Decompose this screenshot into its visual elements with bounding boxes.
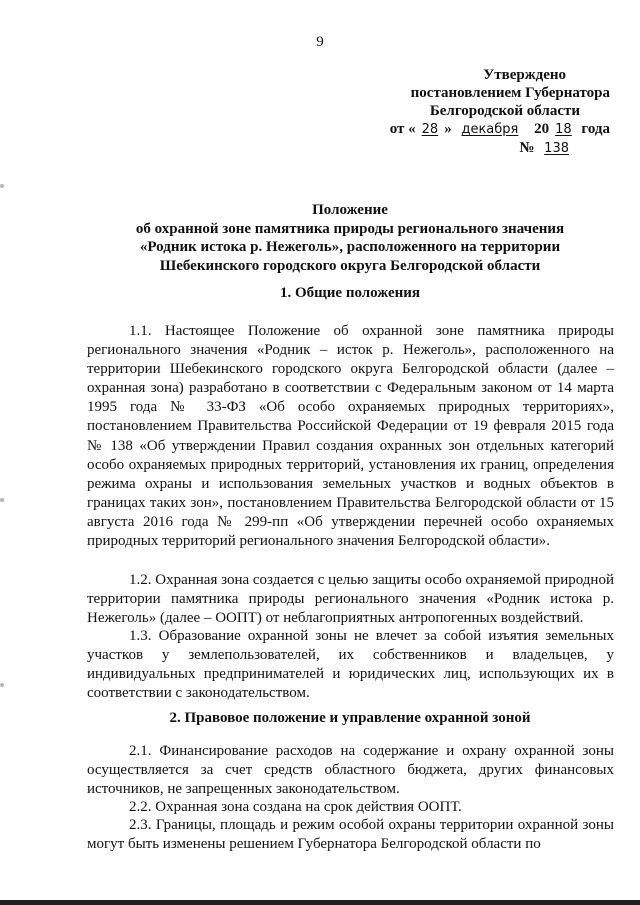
section-2-heading: 2. Правовое положение и управление охранной зоной bbox=[169, 710, 531, 726]
date-day: 28 bbox=[421, 122, 439, 137]
approval-number-line bbox=[330, 139, 610, 158]
paragraph-1-1-text: 1.1. Настоящее Положение об охранной зоне памятника природы регионального значения «Родник – исток р. Нежеголь», расположенного на территории Шебекинского городского округа Белгородской области (далее – охранная зона) разработано в соответствии с Федеральным законом от 14 марта 1995 года № 33-ФЗ «Об особо охраняемых природных территориях», постановлением Правительства Российской Федерации от 19 февраля 2015 года № 138 «Об утверждении Правил создания охранных зон отдельных категорий особо охраняемых природных территорий, установления их границ, определения режима охраны и использования земельных участков и водных объектов в границах таких зон», постановлением Правительства Белгородской области от 15 августа 2016 года № 299-пп «Об утверждении перечней особо охраняемых природных территорий регионального значения Белгородской области». bbox=[87, 323, 614, 550]
date-month: декабря bbox=[461, 122, 519, 137]
paragraph-1-3 bbox=[87, 627, 614, 703]
paragraph-1-2 bbox=[87, 571, 614, 628]
paragraph-2-2-text: 2.2. Охранная зона создана на срок действия ООПТ. bbox=[129, 799, 462, 815]
page-number: 9 bbox=[316, 34, 324, 50]
scan-edge-mark bbox=[0, 498, 4, 502]
title-line-4: Шебекинского городского округа Белгородской области bbox=[159, 257, 541, 274]
paragraph-1-2-text: 1.2. Охранная зона создается с целью защиты особо охраняемой природной территории памятника природы регионального значения «Родник истока р. Нежеголь» (далее – ООПТ) от неблагоприятных антропогенных воздействий. bbox=[87, 572, 614, 627]
paragraph-2-2 bbox=[87, 798, 614, 817]
paragraph-2-1 bbox=[87, 742, 614, 799]
paragraph-1-3-text: 1.3. Образование охранной зоны не влечет за собой изъятия земельных участков у землепользователей, их собственников и владельцев, у индивидуальных предпринимателей и юридических лиц, использующих их в соответствии с законодательством. bbox=[87, 628, 614, 702]
date-year-label: года bbox=[581, 121, 610, 137]
title-line-3: «Родник истока р. Нежеголь», расположенного на территории bbox=[139, 239, 561, 255]
date-year-suffix: 18 bbox=[555, 122, 572, 137]
date-from-label: от bbox=[389, 121, 405, 137]
title-line-2: об охранной зоне памятника природы регионального значения bbox=[135, 220, 565, 237]
number-label: № bbox=[519, 140, 535, 156]
paragraph-2-3 bbox=[87, 816, 614, 854]
paragraph-2-1-text: 2.1. Финансирование расходов на содержание и охрану охранной зоны осуществляется за счет средств областного бюджета, других финансовых источников, не запрещенных законодательством. bbox=[87, 743, 614, 798]
approval-region: Белгородской области bbox=[429, 103, 580, 119]
paragraph-1-1 bbox=[87, 322, 614, 551]
paragraph-2-3-text: 2.3. Границы, площадь и режим особой охраны территории охранной зоны могут быть изменены решением Губернатора Белгородской области по bbox=[87, 817, 614, 853]
approval-title: Утверждено bbox=[483, 67, 566, 83]
section-1-heading: 1. Общие положения bbox=[279, 285, 421, 301]
scan-bottom-edge bbox=[0, 900, 640, 905]
scan-edge-mark bbox=[0, 184, 4, 188]
decree-number: 138 bbox=[544, 141, 569, 156]
approval-date-line: от « 28 » декабря 20 18 года bbox=[389, 121, 610, 137]
document-title bbox=[80, 201, 620, 275]
approval-stamp bbox=[330, 66, 610, 158]
title-line-1: Положение bbox=[312, 202, 388, 218]
approval-issuer: постановлением Губернатора bbox=[410, 85, 610, 101]
date-year-prefix: 20 bbox=[534, 121, 550, 137]
scan-edge-mark bbox=[0, 683, 4, 687]
